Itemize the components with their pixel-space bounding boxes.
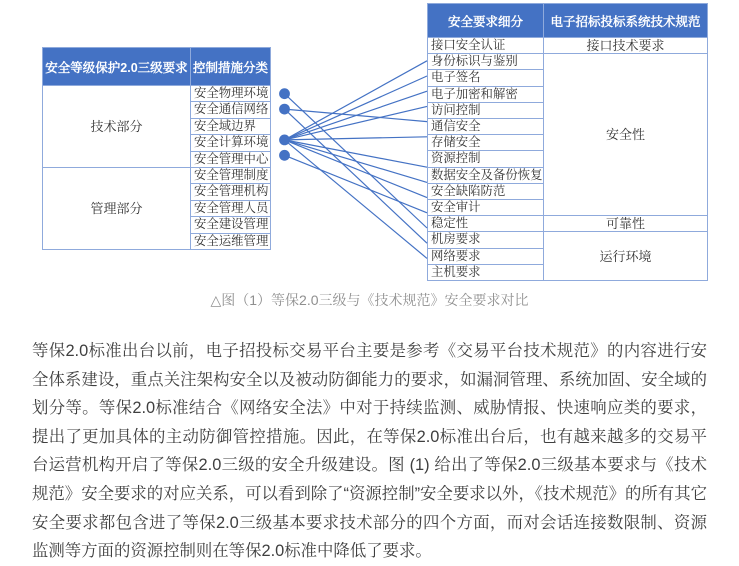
connector-line: [285, 106, 428, 139]
group-cell-technical: 技术部分: [43, 86, 191, 168]
table-row: [428, 232, 708, 248]
table-row: [428, 216, 708, 232]
requirement-cell: 机房要求: [428, 232, 544, 248]
control-cell: 安全管理中心: [191, 151, 271, 167]
control-cell: 安全运维管理: [191, 233, 271, 249]
requirement-cell: 身份标识与鉴别: [428, 54, 544, 70]
connector-dot: [279, 150, 290, 161]
spec-group-cell-environment: 运行环境: [544, 232, 708, 281]
connector-line: [285, 137, 428, 140]
control-cell: 安全计算环境: [191, 135, 271, 151]
table-header-row: [43, 48, 271, 86]
leveled-protection-table: [42, 47, 271, 250]
connector-line: [285, 76, 428, 140]
connector-dot: [279, 104, 290, 115]
control-cell: 安全域边界: [191, 118, 271, 134]
connector-line: [285, 155, 428, 213]
control-cell: 安全管理机构: [191, 184, 271, 200]
table-row: [43, 86, 271, 102]
requirement-cell: 电子加密和解密: [428, 86, 544, 102]
table-header-row: [428, 4, 708, 38]
connector-line: [285, 61, 428, 140]
left-table-header-requirements: 安全等级保护2.0三级要求: [43, 48, 191, 86]
connector-line: [285, 140, 428, 167]
spec-group-cell-reliability: 可靠性: [544, 216, 708, 232]
group-cell-management: 管理部分: [43, 168, 191, 250]
table-row: [43, 168, 271, 184]
requirement-cell: 存储安全: [428, 135, 544, 151]
requirement-cell: 网络要求: [428, 248, 544, 264]
requirement-cell: 数据安全及备份恢复: [428, 167, 544, 183]
connector-dot: [279, 135, 290, 146]
requirement-cell: 稳定性: [428, 216, 544, 232]
connector-line: [285, 140, 428, 259]
figure-caption: △图（1）等保2.0三级与《技术规范》安全要求对比: [210, 292, 529, 308]
connector-line: [285, 140, 428, 183]
control-cell: 安全管理制度: [191, 168, 271, 184]
connector-line: [285, 94, 428, 228]
body-paragraph: 等保2.0标准出台以前，电子招投标交易平台主要是参考《交易平台技术规范》的内容进行安全体系建设，重点关注架构安全以及被动防御能力的要求，如漏洞管理、系统加固、安全域的划分等。等保2.0标准结合《网络安全法》中对于持续监测、威胁情报、快速响应类的要求，提出了更加具体的主动防御管控措施。因此，在等保2.0标准出台后，也有越来越多的交易平台运营机构开启了等保2.0三级的安全升级建设。图 (1) 给出了等保2.0三级基本要求与《技术规范》安全要求的对应关系，可以看到除了“资源控制”安全要求以外，《技术规范》的所有其它安全要求都包含进了等保2.0三级基本要求技术部分的四个方面，而对会话连接数限制、资源监测等方面的资源控制则在等保2.0标准中降低了要求。: [32, 342, 707, 561]
requirement-cell: 电子签名: [428, 70, 544, 86]
connector-line: [285, 109, 428, 243]
control-cell: 安全通信网络: [191, 102, 271, 118]
tech-spec-table: [427, 3, 708, 281]
table-row: [428, 38, 708, 54]
requirement-cell: 访问控制: [428, 102, 544, 118]
requirement-cell: 资源控制: [428, 151, 544, 167]
left-table-header-controls: 控制措施分类: [191, 48, 271, 86]
connector-line: [285, 91, 428, 140]
requirement-cell: 安全审计: [428, 200, 544, 216]
spec-group-cell-interface: 接口技术要求: [544, 38, 708, 54]
connector-line: [285, 109, 428, 122]
connector-dot: [279, 88, 290, 99]
connector-line: [285, 140, 428, 198]
requirement-cell: 接口安全认证: [428, 38, 544, 54]
requirement-cell: 安全缺陷防范: [428, 183, 544, 199]
table-row: [428, 54, 708, 70]
spec-group-cell-security: 安全性: [544, 54, 708, 216]
requirement-cell: 通信安全: [428, 119, 544, 135]
right-table-header-spec: 电子招标投标系统技术规范: [544, 4, 708, 38]
control-cell: 安全管理人员: [191, 200, 271, 216]
right-table-header-detail: 安全要求细分: [428, 4, 544, 38]
control-cell: 安全物理环境: [191, 86, 271, 102]
control-cell: 安全建设管理: [191, 217, 271, 233]
requirement-cell: 主机要求: [428, 264, 544, 280]
